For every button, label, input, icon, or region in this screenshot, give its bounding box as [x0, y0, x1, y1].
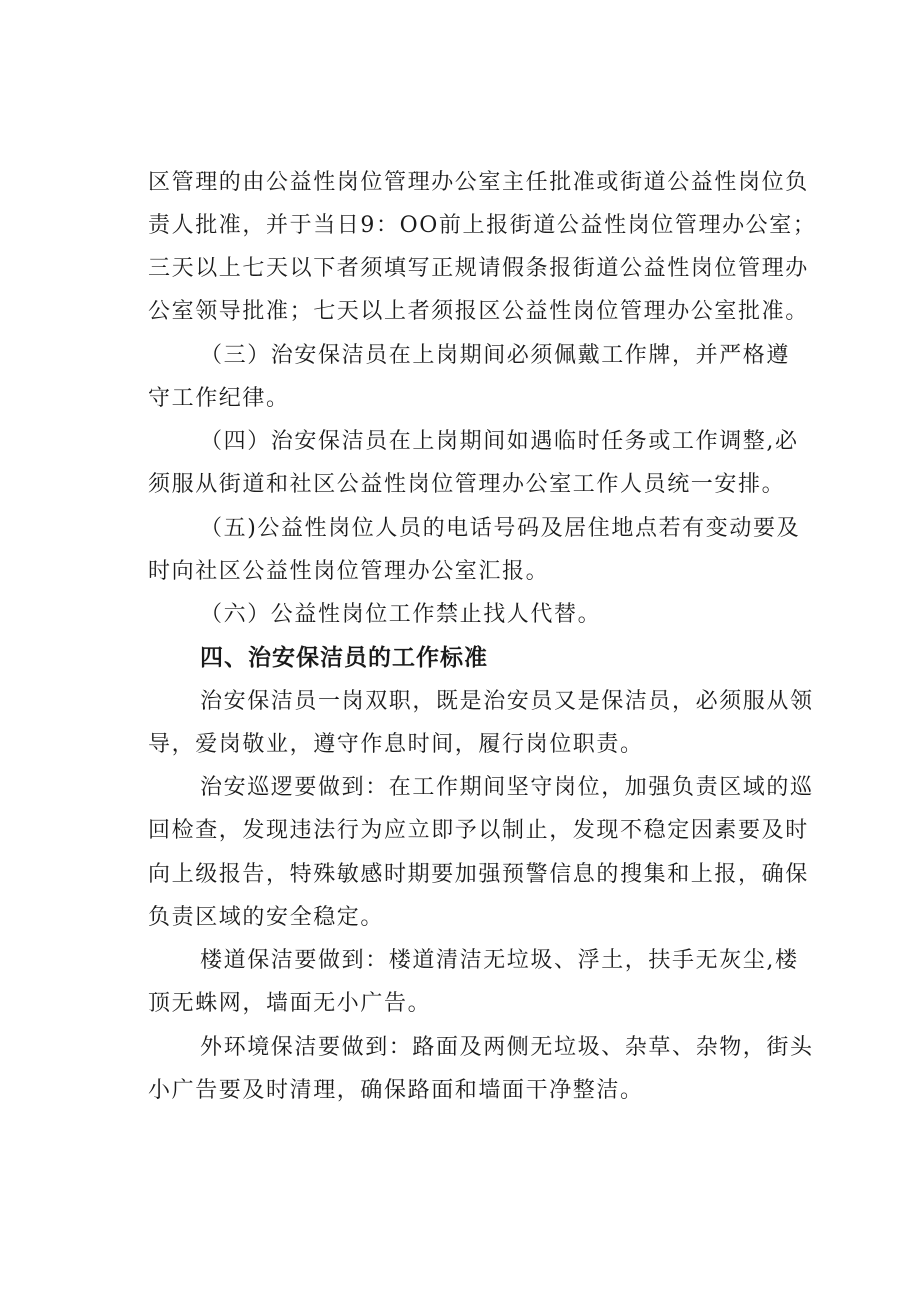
paragraph-6-line: （六）公益性岗位工作禁止找人代替。: [200, 602, 602, 627]
body-line: 责人批准，并于当日9：OO前上报街道公益性岗位管理办公室；: [148, 213, 817, 238]
body-line: 公室领导批准；七天以上者须报区公益性岗位管理办公室批准。: [148, 299, 809, 324]
paragraph-3-line: （三）治安保洁员在上岗期间必须佩戴工作牌，并严格遵: [200, 343, 791, 368]
paragraph-4-line: 须服从街道和社区公益性岗位管理办公室工作人员统一安排。: [148, 472, 786, 497]
standard-intro-line: 治安保洁员一岗双职，既是治安员又是保洁员，必须服从领: [200, 689, 814, 714]
corridor-cleaning-line: 顶无蛛网，墙面无小广告。: [148, 991, 432, 1016]
patrol-line: 治安巡逻要做到：在工作期间坚守岗位，加强负责区域的巡: [200, 775, 814, 800]
body-line: 三天以上七天以下者须填写正规请假条报街道公益性岗位管理办: [148, 256, 809, 281]
corridor-cleaning-line: 楼道保洁要做到：楼道清洁无垃圾、浮土，扶手无灰尘,楼: [200, 948, 799, 973]
patrol-line: 回检查，发现违法行为应立即予以制止，发现不稳定因素要及时: [148, 818, 809, 843]
patrol-line: 向上级报告，特殊敏感时期要加强预警信息的搜集和上报，确保: [148, 862, 809, 887]
paragraph-5-line: 时向社区公益性岗位管理办公室汇报。: [148, 559, 550, 584]
paragraph-4-line: （四）治安保洁员在上岗期间如遇临时任务或工作调整,必: [200, 429, 799, 454]
paragraph-3-line: 守工作纪律。: [148, 386, 290, 411]
paragraph-5-line: （五)公益性岗位人员的电话号码及居住地点若有变动要及: [200, 516, 801, 541]
outdoor-cleaning-line: 外环境保洁要做到：路面及两侧无垃圾、杂草、杂物，街头: [200, 1035, 814, 1060]
body-line: 区管理的由公益性岗位管理办公室主任批准或街道公益性岗位负: [148, 170, 809, 195]
outdoor-cleaning-line: 小广告要及时清理，确保路面和墙面干净整洁。: [148, 1078, 644, 1103]
standard-intro-line: 导，爱岗敬业，遵守作息时间，履行岗位职责。: [148, 732, 644, 757]
patrol-line: 负责区域的安全稳定。: [148, 905, 385, 930]
section-heading: 四、治安保洁员的工作标准: [200, 645, 488, 671]
